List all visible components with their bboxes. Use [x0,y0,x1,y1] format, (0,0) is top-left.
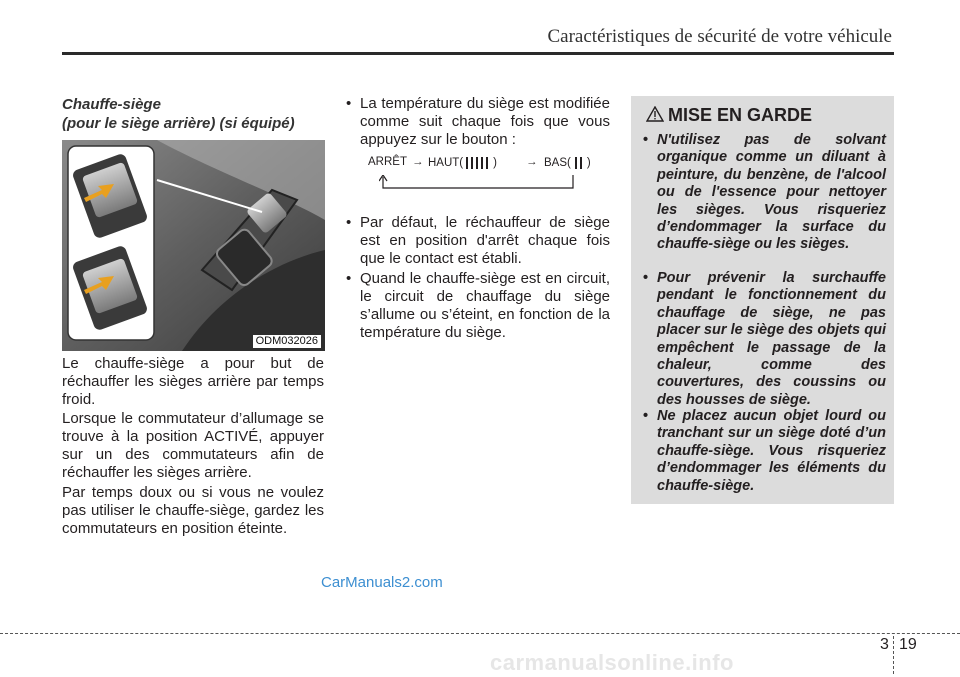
bullet-dot: • [643,132,649,148]
header-title: Caractéristiques de sécurité de votre véhicule [547,26,892,47]
footer-rule [0,633,960,634]
page-number: 19 [899,636,917,653]
seq-arrow-1: → [412,156,424,168]
paragraph-ignition: Lorsque le commutateur d’allumage se trouve à la position ACTIVÉ, appuyer sur un des commutateurs afin de réchauffer les sièges arrière. [62,410,324,481]
warning-item-overheat [643,270,886,409]
seq-low-suffix: ) [586,157,591,170]
seq-high-prefix: HAUT( [428,157,464,170]
footer-watermark: carmanualsonline.info [490,650,734,675]
bullet-dot: • [346,214,352,231]
paragraph-mild-weather: Par temps doux ou si vous ne voulez pas utiliser le chauffe-siège, gardez les commutateurs en position éteinte. [62,484,324,537]
bullet-dot: • [643,408,649,424]
image-code: ODM032026 [253,335,321,348]
bullet-text: Quand le chauffe-siège est en circuit, le circuit de chauffage du siège s’allume ou s’éteint, en fonction de la température du siège. [360,270,610,341]
seq-high [428,156,497,170]
paragraph-purpose: Le chauffe-siège a pour but de réchauffer les sièges arrière par temps froid. [62,355,324,408]
door-panel-illustration [62,140,325,351]
seat-heat-high-icon [464,156,492,170]
warning-triangle-icon [646,106,664,122]
bullet-default-off [346,214,610,268]
chapter-number: 3 [880,636,889,653]
seq-low [544,156,591,170]
warning-item-heavy-objects [643,408,886,495]
temperature-sequence [368,156,608,196]
subheading-line-1: Chauffe-siège [62,96,161,113]
bullet-text: La température du siège est modifiée comme suit chaque fois que vous appuyez sur le bouton : [360,95,610,148]
seat-heat-low-icon [572,156,586,170]
bullet-temperature-cycle [346,95,610,149]
seq-arrow-2: → [526,156,538,168]
cycle-return-arrow-icon [379,175,575,189]
bullet-dot: • [643,270,649,286]
warning-item-solvent [643,132,886,254]
section-subheading [62,95,332,133]
warning-title [646,105,812,126]
seq-high-suffix: ) [493,157,497,170]
bullet-thermostat [346,270,610,342]
header-rule [62,52,894,55]
subheading-line-2: (pour le siège arrière) (si équipé) [62,115,295,132]
warning-title-text: MISE EN GARDE [668,105,813,125]
watermark-link[interactable]: CarManuals2.com [321,574,443,591]
warning-item-text: Pour prévenir la surchauffe pendant le fonctionnement du chauffage de siège, ne pas placer sur le siège des objets qui empêchent le passage de la chaleur, comme des couvertures, des coussins ou des housses de siège. [657,270,886,408]
bullet-dot: • [346,270,352,287]
page-number-separator [893,636,894,674]
bullet-text: Par défaut, le réchauffeur de siège est en position d'arrêt chaque fois que le contact est établi. [360,214,610,267]
seq-off: ARRÊT [368,156,407,168]
bullet-dot: • [346,95,352,112]
seat-heater-switch-photo [62,140,325,351]
warning-item-text: N'utilisez pas de solvant organique comme un diluant à peinture, du benzène, de l'alcool ou de l'essence pour nettoyer les sièges. Vous risqueriez d’endommager la surface du chauffe-siège ou les sièges. [657,132,886,253]
warning-item-text: Ne placez aucun objet lourd ou tranchant sur un siège doté d’un chauffe-siège. Vous risqueriez d’endommager les éléments du chauffe-siège. [657,408,886,494]
seq-low-prefix: BAS( [544,157,571,170]
warning-box [631,96,894,504]
